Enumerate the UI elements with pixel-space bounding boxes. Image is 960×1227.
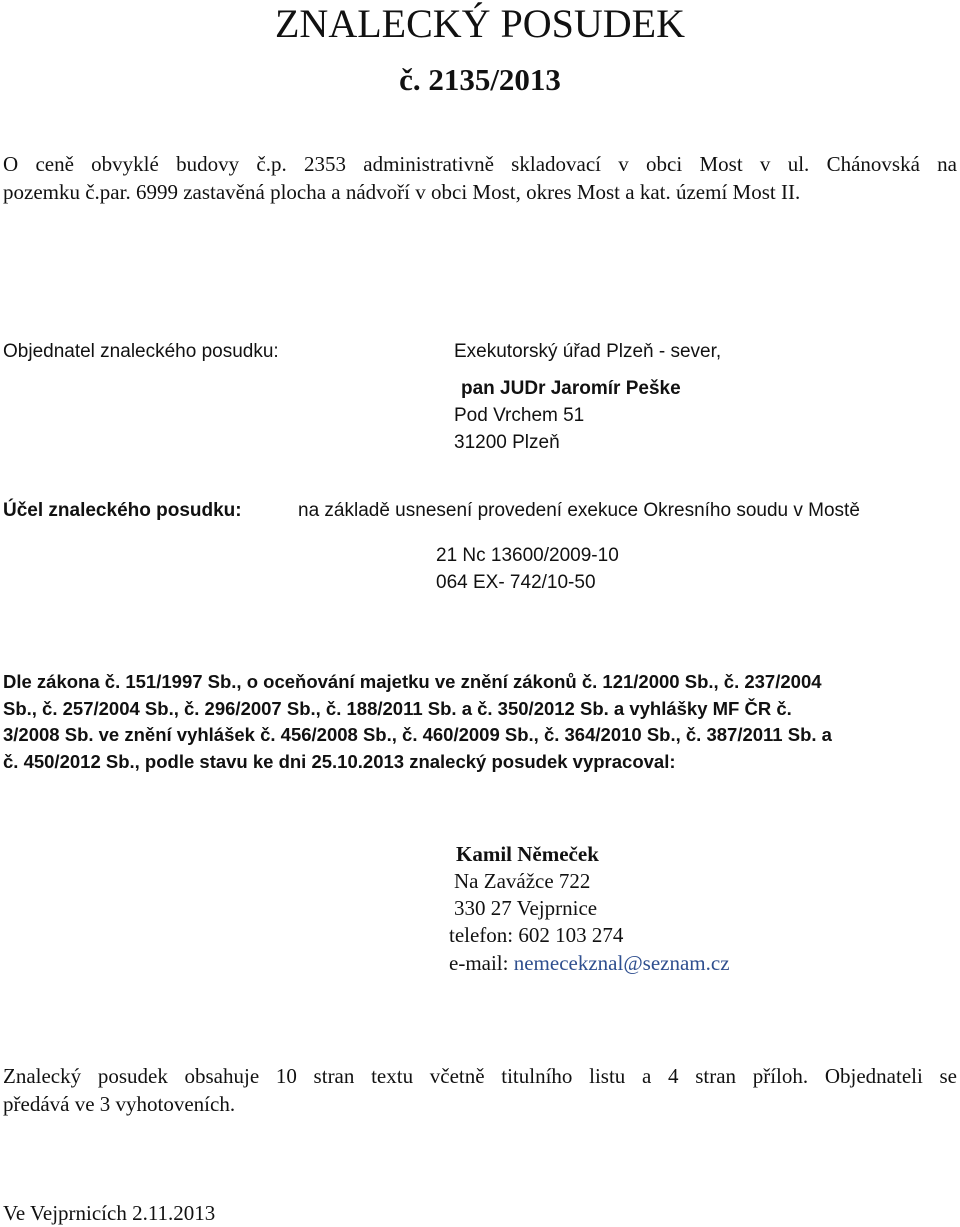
footer-line: předává ve 3 vyhotoveních. <box>3 1092 236 1116</box>
client-city: 31200 Plzeň <box>454 432 560 453</box>
footer-line: Znalecký posudek obsahuje 10 stran textu včetně titulního listu a 4 stran příloh. Objednateli se <box>3 1064 957 1088</box>
document-title: ZNALECKÝ POSUDEK <box>275 1 685 46</box>
intro-line: O ceně obvyklé budovy č.p. 2353 administrativně skladovací v obci Most v ul. Chánovská na <box>3 152 957 176</box>
legal-line: 3/2008 Sb. ve znění vyhlášek č. 456/2008 Sb., č. 460/2009 Sb., č. 364/2010 Sb., č. 387/2011 Sb. a <box>3 724 832 745</box>
footer-paragraph <box>3 1062 957 1118</box>
legal-basis <box>3 669 957 775</box>
expert-phone: telefon: 602 103 274 <box>449 923 624 947</box>
email-label: e-mail: <box>449 951 514 975</box>
client-office: Exekutorský úřad Plzeň - sever, <box>454 341 722 362</box>
intro-line: pozemku č.par. 6999 zastavěná plocha a nádvoří v obci Most, okres Most a kat. území Most II. <box>3 180 801 204</box>
client-name: pan JUDr Jaromír Peške <box>461 378 681 399</box>
legal-line: Sb., č. 257/2004 Sb., č. 296/2007 Sb., č. 188/2011 Sb. a č. 350/2012 Sb. a vyhlášky MF ČR č. <box>3 697 792 719</box>
purpose-text: na základě usnesení provedení exekuce Okresního soudu v Mostě <box>298 500 860 521</box>
legal-line: č. 450/2012 Sb., podle stavu ke dni 25.10.2013 znalecký posudek vypracoval: <box>3 750 676 772</box>
case-reference: 21 Nc 13600/2009-10 <box>436 545 619 566</box>
expert-city: 330 27 Vejprnice <box>454 896 598 920</box>
email-link[interactable]: nemecekznal@seznam.cz <box>513 951 730 975</box>
signoff: Ve Vejprnicích 2.11.2013 <box>3 1201 216 1225</box>
legal-line: Dle zákona č. 151/1997 Sb., o oceňování majetku ve znění zákonů č. 121/2000 Sb., č. 237/2004 <box>3 671 822 692</box>
case-reference: 064 EX- 742/10-50 <box>436 572 596 593</box>
intro-paragraph <box>3 150 957 206</box>
expert-street: Na Zavážce 722 <box>454 869 591 893</box>
purpose-label: Účel znaleckého posudku: <box>3 500 242 521</box>
client-street: Pod Vrchem 51 <box>454 405 585 426</box>
expert-name: Kamil Němeček <box>456 842 599 866</box>
expert-email-row <box>449 949 730 977</box>
client-label: Objednatel znaleckého posudku: <box>3 341 279 362</box>
document-number: č. 2135/2013 <box>399 62 561 97</box>
